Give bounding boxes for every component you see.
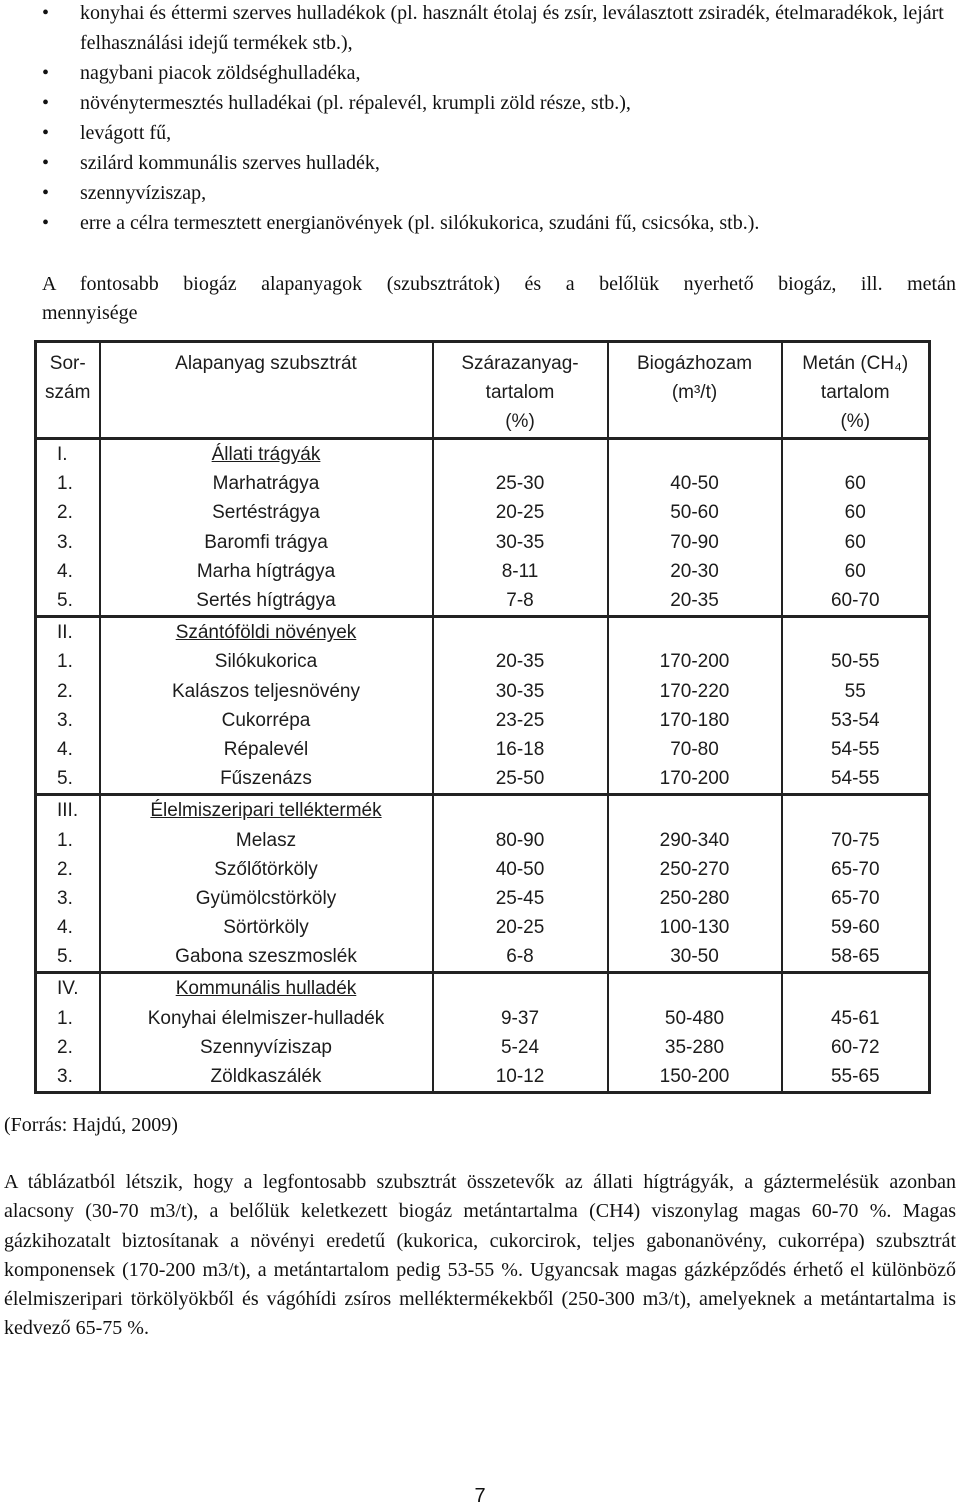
table-row: [36, 764, 930, 795]
dry-matter-value: 9-37: [433, 1004, 608, 1033]
table-cell: [782, 973, 930, 1004]
bullet-text: szilárd kommunális szerves hulladék,: [80, 152, 380, 174]
header-substrate: Alapanyag szubsztrát: [100, 342, 433, 439]
bullet-icon: •: [42, 152, 50, 174]
biogas-yield-value: 70-80: [608, 735, 782, 764]
substrate-name: Szőlőtörköly: [100, 855, 433, 884]
bullet-text: növénytermesztés hulladékai (pl. répalevél, krumpli zöld része, stb.),: [80, 92, 631, 114]
table-group-row: [36, 973, 930, 1004]
methane-value: 60: [782, 557, 930, 586]
table-header-row: [36, 342, 930, 439]
group-name: Élelmiszeripari telléktermék: [100, 795, 433, 826]
row-number: 4.: [36, 735, 100, 764]
table-row: [36, 528, 930, 557]
bullet-icon: •: [42, 122, 50, 144]
source-citation: (Forrás: Hajdú, 2009): [4, 1114, 178, 1136]
table-cell: [608, 617, 782, 648]
header-biogas-yield: Biogázhozam (m³/t): [608, 342, 782, 439]
row-number: 3.: [36, 706, 100, 735]
table-cell: [608, 795, 782, 826]
table-group-row: [36, 439, 930, 470]
methane-value: 60: [782, 528, 930, 557]
methane-value: 60-70: [782, 586, 930, 617]
methane-value: 54-55: [782, 735, 930, 764]
bullet-item: [0, 58, 950, 88]
biogas-yield-value: 170-200: [608, 764, 782, 795]
methane-value: 55-65: [782, 1062, 930, 1093]
group-name: Szántóföldi növények: [100, 617, 433, 648]
table-row: [36, 884, 930, 913]
table-row: [36, 942, 930, 973]
substrate-name: Cukorrépa: [100, 706, 433, 735]
biogas-yield-value: 40-50: [608, 469, 782, 498]
biogas-yield-value: 20-30: [608, 557, 782, 586]
table-cell: [433, 973, 608, 1004]
methane-value: 70-75: [782, 825, 930, 854]
table-cell: [608, 973, 782, 1004]
table-row: [36, 1062, 930, 1093]
table-row: [36, 855, 930, 884]
bullet-text: erre a célra termesztett energianövények (pl. silókukorica, szudáni fű, csicsóka, stb.).: [80, 212, 760, 234]
bullet-text: konyhai és éttermi szerves hulladékok (pl. használt étolaj és zsír, leválasztott zsiradék, ételmaradékok, lejárt felhasználási idejű termékek stb.),: [80, 2, 944, 54]
dry-matter-value: 30-35: [433, 677, 608, 706]
table-row: [36, 706, 930, 735]
biogas-yield-value: 170-220: [608, 677, 782, 706]
methane-value: 50-55: [782, 647, 930, 676]
biogas-yield-value: 35-280: [608, 1033, 782, 1062]
table-cell: [608, 439, 782, 470]
substrate-name: Konyhai élelmiszer-hulladék: [100, 1004, 433, 1033]
table-row: [36, 647, 930, 676]
bullet-item: [0, 88, 950, 118]
biogas-yield-value: 170-180: [608, 706, 782, 735]
methane-value: 59-60: [782, 913, 930, 942]
dry-matter-value: 80-90: [433, 825, 608, 854]
methane-value: 60: [782, 498, 930, 527]
substrate-name: Gyümölcstörköly: [100, 884, 433, 913]
methane-value: 60: [782, 469, 930, 498]
bullet-item: [0, 178, 950, 208]
biogas-yield-value: 290-340: [608, 825, 782, 854]
table-cell: [433, 795, 608, 826]
dry-matter-value: 6-8: [433, 942, 608, 973]
row-number: 3.: [36, 1062, 100, 1093]
body-paragraph: A táblázatból létszik, hogy a legfontosabb szubsztrát összetevők az állati hígtrágyák, a gáztermelésük azonban alacsony (30-70 m3/t), a belőlük keletkezett biogáz metántartalma (CH4) viszonylag magas 60-70 %. Magas gázkihozatalt biztosítanak a növényi eredetű (kukorica, cukorcirok, teljes gabonanövény, cukorrépa) szubsztrát komponensek (170-200 m3/t), a metántartalom pedig 53-55 %. Ugyancsak magas gázképződés érhető el különböző élelmiszeripari törkölyökből és vágóhídi zsíros melléktermékekből (250-300 m3/t), amelyeknek a metántartalma is kedvező 65-75 %.: [4, 1171, 956, 1340]
bullet-icon: •: [42, 62, 50, 84]
substrate-name: Zöldkaszálék: [100, 1062, 433, 1093]
row-number: 2.: [36, 498, 100, 527]
substrate-name: Silókukorica: [100, 647, 433, 676]
substrate-name: Baromfi trágya: [100, 528, 433, 557]
table-cell: [782, 617, 930, 648]
row-number: 2.: [36, 855, 100, 884]
table-group-row: [36, 795, 930, 826]
dry-matter-value: 16-18: [433, 735, 608, 764]
table-row: [36, 498, 930, 527]
dry-matter-value: 25-45: [433, 884, 608, 913]
biogas-yield-value: 50-60: [608, 498, 782, 527]
row-number: 1.: [36, 1004, 100, 1033]
group-number: I.: [36, 439, 100, 470]
group-number: IV.: [36, 973, 100, 1004]
dry-matter-value: 25-50: [433, 764, 608, 795]
header-methane-content: Metán (CH₄) tartalom (%): [782, 342, 930, 439]
substrate-name: Gabona szeszmoslék: [100, 942, 433, 973]
substrate-name: Szennyvíziszap: [100, 1033, 433, 1062]
dry-matter-value: 5-24: [433, 1033, 608, 1062]
dry-matter-value: 25-30: [433, 469, 608, 498]
row-number: 5.: [36, 764, 100, 795]
dry-matter-value: 20-25: [433, 913, 608, 942]
table-row: [36, 735, 930, 764]
dry-matter-value: 20-35: [433, 647, 608, 676]
methane-value: 65-70: [782, 855, 930, 884]
biogas-yield-value: 250-280: [608, 884, 782, 913]
row-number: 5.: [36, 942, 100, 973]
substrate-name: Répalevél: [100, 735, 433, 764]
dry-matter-value: 20-25: [433, 498, 608, 527]
substrate-name: Fűszenázs: [100, 764, 433, 795]
table-caption-line-2: mennyisége: [42, 302, 138, 324]
row-number: 2.: [36, 677, 100, 706]
row-number: 3.: [36, 884, 100, 913]
table-row: [36, 586, 930, 617]
header-dry-matter: Szárazanyag- tartalom (%): [433, 342, 608, 439]
group-number: III.: [36, 795, 100, 826]
group-name: Állati trágyák: [100, 439, 433, 470]
bullet-text: nagybani piacok zöldséghulladéka,: [80, 62, 361, 84]
bullet-item: [0, 208, 950, 238]
dry-matter-value: 30-35: [433, 528, 608, 557]
header-row-number: Sor- szám: [36, 342, 100, 439]
row-number: 4.: [36, 913, 100, 942]
table-row: [36, 1033, 930, 1062]
row-number: 4.: [36, 557, 100, 586]
dry-matter-value: 7-8: [433, 586, 608, 617]
substrate-name: Marhatrágya: [100, 469, 433, 498]
bullet-icon: •: [42, 2, 50, 24]
substrate-table: [34, 340, 931, 1094]
row-number: 3.: [36, 528, 100, 557]
methane-value: 60-72: [782, 1033, 930, 1062]
substrate-name: Sörtörköly: [100, 913, 433, 942]
substrate-name: Sertés hígtrágya: [100, 586, 433, 617]
biogas-yield-value: 100-130: [608, 913, 782, 942]
row-number: 1.: [36, 469, 100, 498]
biogas-yield-value: 170-200: [608, 647, 782, 676]
table-body: [36, 439, 930, 1093]
methane-value: 55: [782, 677, 930, 706]
table-caption-line-1: A fontosabb biogáz alapanyagok (szubsztrátok) és a belőlük nyerhető biogáz, ill. metán: [42, 273, 956, 295]
bullet-item: [0, 148, 950, 178]
bullet-icon: •: [42, 92, 50, 114]
group-number: II.: [36, 617, 100, 648]
biogas-yield-value: 30-50: [608, 942, 782, 973]
dry-matter-value: 40-50: [433, 855, 608, 884]
bullet-item: [0, 118, 950, 148]
row-number: 1.: [36, 647, 100, 676]
table-row: [36, 557, 930, 586]
methane-value: 54-55: [782, 764, 930, 795]
table-cell: [433, 439, 608, 470]
table-row: [36, 677, 930, 706]
dry-matter-value: 23-25: [433, 706, 608, 735]
substrate-name: Kalászos teljesnövény: [100, 677, 433, 706]
bullet-text: levágott fű,: [80, 122, 172, 144]
methane-value: 45-61: [782, 1004, 930, 1033]
bullet-list: [0, 0, 960, 238]
methane-value: 58-65: [782, 942, 930, 973]
table-cell: [782, 439, 930, 470]
substrate-name: Sertéstrágya: [100, 498, 433, 527]
page-number: 7: [474, 1485, 486, 1507]
biogas-yield-value: 50-480: [608, 1004, 782, 1033]
biogas-yield-value: 70-90: [608, 528, 782, 557]
biogas-yield-value: 150-200: [608, 1062, 782, 1093]
dry-matter-value: 10-12: [433, 1062, 608, 1093]
table-row: [36, 469, 930, 498]
methane-value: 53-54: [782, 706, 930, 735]
bullet-text: szennyvíziszap,: [80, 182, 207, 204]
table-row: [36, 913, 930, 942]
substrate-name: Marha hígtrágya: [100, 557, 433, 586]
row-number: 2.: [36, 1033, 100, 1062]
table-row: [36, 825, 930, 854]
table-group-row: [36, 617, 930, 648]
bullet-item: [0, 0, 950, 58]
biogas-yield-value: 20-35: [608, 586, 782, 617]
table-cell: [782, 795, 930, 826]
row-number: 1.: [36, 825, 100, 854]
dry-matter-value: 8-11: [433, 557, 608, 586]
bullet-icon: •: [42, 212, 50, 234]
bullet-icon: •: [42, 182, 50, 204]
table-row: [36, 1004, 930, 1033]
substrate-table-container: [34, 340, 928, 1087]
methane-value: 65-70: [782, 884, 930, 913]
row-number: 5.: [36, 586, 100, 617]
table-cell: [433, 617, 608, 648]
group-name: Kommunális hulladék: [100, 973, 433, 1004]
substrate-name: Melasz: [100, 825, 433, 854]
biogas-yield-value: 250-270: [608, 855, 782, 884]
